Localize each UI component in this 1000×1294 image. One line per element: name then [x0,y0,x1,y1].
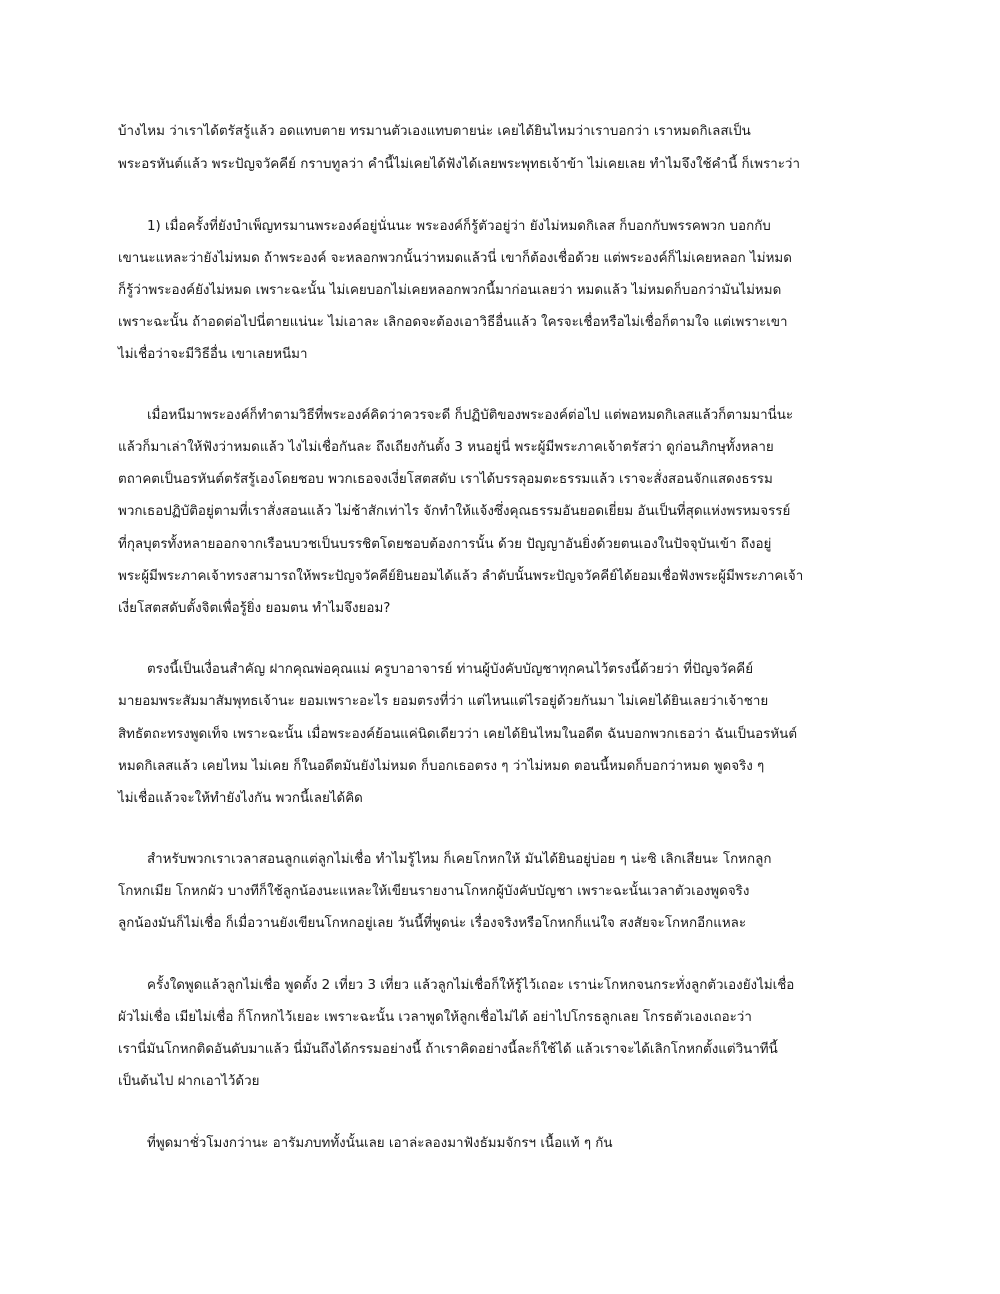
paragraph-2-line-1: 1) เมื่อครั้งที่ยังบำเพ็ญทรมานพระองค์อยู่นั่นนะ พระองค์ก็รู้ตัวอยู่ว่า ยังไม่หมดกิเลส ก็บอกกับพรรคพวก บอกกับ [147,219,771,234]
paragraph-3-line-1: เมื่อหนีมาพระองค์ก็ทำตามวิธีที่พระองค์คิดว่าควรจะดี ก็ปฏิบัติของพระองค์ต่อไป แต่พอหมดกิเลสแล้วก็ตามมานี่นะ [147,408,794,423]
paragraph-6-line-1: ครั้งใดพูดแล้วลูกไม่เชื่อ พูดตั้ง 2 เที่ยว 3 เที่ยว แล้วลูกไม่เชื่อก็ให้รู้ไว้เถอะ เราน่ะโกหกจนกระทั่งลูกตัวเองยังไม่เชื่อ [147,978,795,993]
paragraph-3-line-6: พระผู้มีพระภาคเจ้าทรงสามารถให้พระปัญจวัคคีย์ยินยอมได้แล้ว ลำดับนั้นพระปัญจวัคคีย์ได้ยอมเชื่อฟังพระผู้มีพระภาคเจ้า [118,569,804,584]
paragraph-3-line-5: ที่กุลบุตรทั้งหลายออกจากเรือนบวชเป็นบรรชิตโดยชอบต้องการนั้น ด้วย ปัญญาอันยิ่งด้วยตนเองในปัจจุบันเข้า ถึงอยู่ [118,537,772,552]
paragraph-3-line-7: เงี่ยโสตสดับตั้งจิตเพื่อรู้ยิ่ง ยอมตน ทำไมจึงยอม? [118,601,391,616]
paragraph-2-line-3: ก็รู้ว่าพระองค์ยังไม่หมด เพราะฉะนั้น ไม่เคยบอกไม่เคยหลอกพวกนี้มาก่อนเลยว่า หมดแล้ว ไม่หมดก็บอกว่ามันไม่หมด [118,283,782,298]
paragraph-4-line-1: ตรงนี้เป็นเงื่อนสำคัญ ฝากคุณพ่อคุณแม่ ครูบาอาจารย์ ท่านผู้บังคับบัญชาทุกคนไว้ตรงนี้ด้วยว่า ที่ปัญจวัคคีย์ [147,662,754,677]
paragraph-3-line-4: พวกเธอปฏิบัติอยู่ตามที่เราสั่งสอนแล้ว ไม่ช้าสักเท่าไร จักทำให้แจ้งซึ่งคุณธรรมอันยอดเยี่ยม อันเป็นที่สุดแห่งพรหมจรรย์ [118,504,791,519]
paragraph-1-line-2: พระอรหันต์แล้ว พระปัญจวัคคีย์ กราบทูลว่า คำนี้ไม่เคยได้ฟังได้เลยพระพุทธเจ้าข้า ไม่เคยเลย ทำไมจึงใช้คำนี้ ก็เพราะว่า [118,157,800,172]
paragraph-6-line-4: เป็นต้นไป ฝากเอาไว้ด้วย [118,1074,260,1089]
paragraph-4-line-2: มายอมพระสัมมาสัมพุทธเจ้านะ ยอมเพราะอะไร ยอมตรงที่ว่า แต่ไหนแต่ไรอยู่ด้วยกันมา ไม่เคยได้ยินเลยว่าเจ้าชาย [118,694,769,709]
paragraph-7-line-1: ที่พูดมาชั่วโมงกว่านะ อารัมภบททั้งนั้นเลย เอาล่ะลองมาฟังธัมมจักรฯ เนื้อแท้ ๆ กัน [147,1136,613,1151]
paragraph-3-line-3: ตถาคตเป็นอรหันต์ตรัสรู้เองโดยชอบ พวกเธอจงเงี่ยโสตสดับ เราได้บรรลุอมตะธรรมแล้ว เราจะสั่งสอนจักแสดงธรรม [118,472,773,487]
paragraph-2-line-5: ไม่เชื่อว่าจะมีวิธีอื่น เขาเลยหนีมา [118,347,308,362]
paragraph-4-line-3: สิทธัตถะทรงพูดเท็จ เพราะฉะนั้น เมื่อพระองค์ย้อนแค่นิดเดียวว่า เคยได้ยินไหมในอดีต ฉันบอกพวกเธอว่า ฉันเป็นอรหันต์ [118,727,798,742]
paragraph-2-line-4: เพราะฉะนั้น ถ้าอดต่อไปนี่ตายแน่นะ ไม่เอาละ เลิกอดจะต้องเอาวิธีอื่นแล้ว ใครจะเชื่อหรือไม่เชื่อก็ตามใจ แต่เพราะเขา [118,315,788,330]
paragraph-6-line-2: ผัวไม่เชื่อ เมียไม่เชื่อ ก็โกหกไว้เยอะ เพราะฉะนั้น เวลาพูดให้ลูกเชื่อไม่ได้ อย่าไปโกรธลูกเลย โกรธตัวเองเถอะว่า [118,1010,752,1025]
paragraph-5-line-1: สำหรับพวกเราเวลาสอนลูกแต่ลูกไม่เชื่อ ทำไมรู้ไหม ก็เคยโกหกให้ มันได้ยินอยู่บ่อย ๆ น่ะซิ เลิกเสียนะ โกหกลูก [147,852,772,867]
paragraph-4-line-4: หมดกิเลสแล้ว เคยไหม ไม่เคย ก็ในอดีตมันยังไม่หมด ก็บอกเธอตรง ๆ ว่าไม่หมด ตอนนี้หมดก็บอกว่าหมด พูดจริง ๆ [118,759,765,774]
paragraph-1-line-1: บ้างไหม ว่าเราได้ตรัสรู้แล้ว อดแทบตาย ทรมานตัวเองแทบตายน่ะ เคยได้ยินไหมว่าเราบอกว่า เราหมดกิเลสเป็น [118,124,751,139]
paragraph-6-line-3: เรานี่มันโกหกติดอันดับมาแล้ว นี่มันถึงได้กรรมอย่างนี้ ถ้าเราคิดอย่างนี้ละก็ใช้ได้ แล้วเราจะได้เลิกโกหกตั้งแต่วินาทีนี้ [118,1042,778,1057]
paragraph-5-line-2: โกหกเมีย โกหกผัว บางทีก็ใช้ลูกน้องนะแหละให้เขียนรายงานโกหกผู้บังคับบัญชา เพราะฉะนั้นเวลาตัวเองพูดจริง [118,884,750,899]
paragraph-4-line-5: ไม่เชื่อแล้วจะให้ทำยังไงกัน พวกนี้เลยได้คิด [118,791,363,806]
paragraph-2-line-2: เขานะแหละว่ายังไม่หมด ถ้าพระองค์ จะหลอกพวกนั้นว่าหมดแล้วนี่ เขาก็ต้องเชื่อด้วย แต่พระองค์ก็ไม่เคยหลอก ไม่หมด [118,251,792,266]
paragraph-5-line-3: ลูกน้องมันก็ไม่เชื่อ ก็เมื่อวานยังเขียนโกหกอยู่เลย วันนี้ที่พูดน่ะ เรื่องจริงหรือโกหกก็แน่ใจ สงสัยจะโกหกอีกแหละ [118,916,747,931]
paragraph-3-line-2: แล้วก็มาเล่าให้ฟังว่าหมดแล้ว ไงไม่เชื่อกันละ ถึงเถียงกันตั้ง 3 หนอยู่นี่ พระผู้มีพระภาคเจ้าตรัสว่า ดูก่อนภิกษุทั้งหลาย [118,440,774,455]
